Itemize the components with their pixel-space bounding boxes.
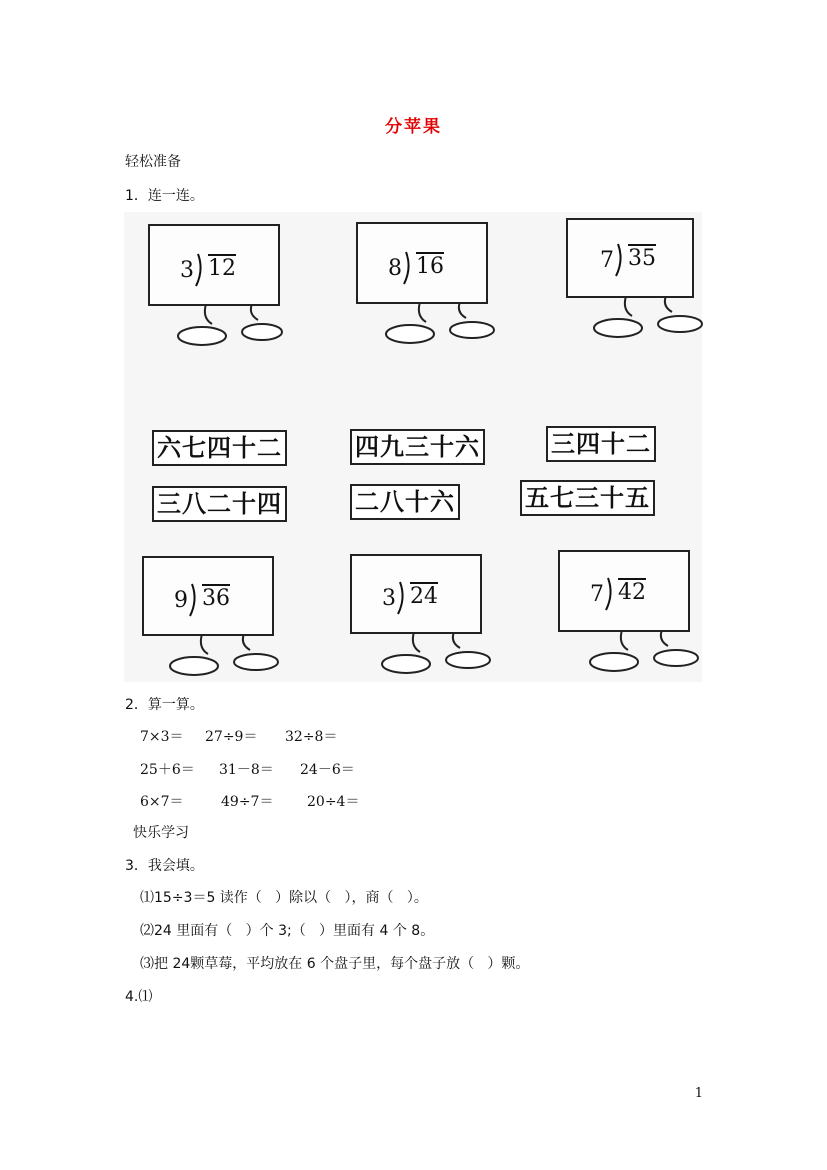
fill-in-item: ⑴15÷3＝5 读作（ ）除以（ ），商（ ）。	[140, 890, 428, 906]
calc-item: 20÷4＝	[307, 794, 360, 810]
card-dividend: 42	[618, 580, 646, 605]
multiplication-phrase: 四九三十六	[350, 429, 485, 465]
question-1-label: 1．连一连。	[125, 188, 204, 204]
card-dividend: 35	[628, 246, 656, 271]
cartoon-feet-icon	[162, 634, 286, 680]
card-dividend: 36	[202, 586, 230, 611]
multiplication-phrase: 五七三十五	[520, 480, 655, 516]
question-2-label: 2．算一算。	[125, 697, 204, 713]
question-4-label: 4.⑴	[125, 989, 153, 1005]
card-divisor: 3	[382, 586, 396, 611]
cartoon-feet-icon	[372, 632, 496, 678]
question-3-label: 3．我会填。	[125, 858, 204, 874]
page-title: 分苹果	[385, 117, 442, 137]
multiplication-phrase: 三八二十四	[152, 486, 287, 522]
cartoon-feet-icon	[378, 302, 502, 348]
card-divisor: 9	[174, 588, 188, 613]
card-divisor: 8	[388, 256, 402, 281]
section-heading-learning: 快乐学习	[133, 825, 189, 841]
division-bracket-icon	[188, 582, 200, 624]
calc-item: 31－8＝	[219, 762, 274, 778]
calc-item: 32÷8＝	[285, 729, 338, 745]
card-dividend: 16	[416, 254, 444, 279]
division-bracket-icon	[396, 580, 408, 622]
division-bracket-icon	[402, 250, 414, 292]
multiplication-phrase: 三四十二	[546, 426, 656, 462]
cartoon-feet-icon	[580, 630, 704, 676]
division-bracket-icon	[614, 242, 626, 284]
card-divisor: 7	[600, 248, 614, 273]
calc-item: 49÷7＝	[221, 794, 274, 810]
calc-item: 7×3＝	[140, 729, 184, 745]
section-heading-prep: 轻松准备	[125, 154, 181, 170]
multiplication-phrase: 二八十六	[350, 484, 460, 520]
matching-figure	[124, 212, 702, 682]
multiplication-phrase: 六七四十二	[152, 430, 287, 466]
division-bracket-icon	[194, 252, 206, 294]
calc-item: 6×7＝	[140, 794, 184, 810]
fill-in-item: ⑶把 24颗草莓，平均放在 6 个盘子里，每个盘子放（ ）颗。	[140, 956, 530, 972]
card-dividend: 12	[208, 256, 236, 281]
page-number: 1	[694, 1086, 703, 1101]
cartoon-feet-icon	[172, 304, 292, 350]
card-divisor: 7	[590, 582, 604, 607]
calc-item: 24－6＝	[300, 762, 355, 778]
card-dividend: 24	[410, 584, 438, 609]
calc-item: 25＋6＝	[140, 762, 195, 778]
cartoon-feet-icon	[584, 296, 708, 342]
division-bracket-icon	[604, 576, 616, 618]
card-divisor: 3	[180, 258, 194, 283]
calc-item: 27÷9＝	[205, 729, 258, 745]
fill-in-item: ⑵24 里面有（ ）个 3;（ ）里面有 4 个 8。	[140, 923, 435, 939]
